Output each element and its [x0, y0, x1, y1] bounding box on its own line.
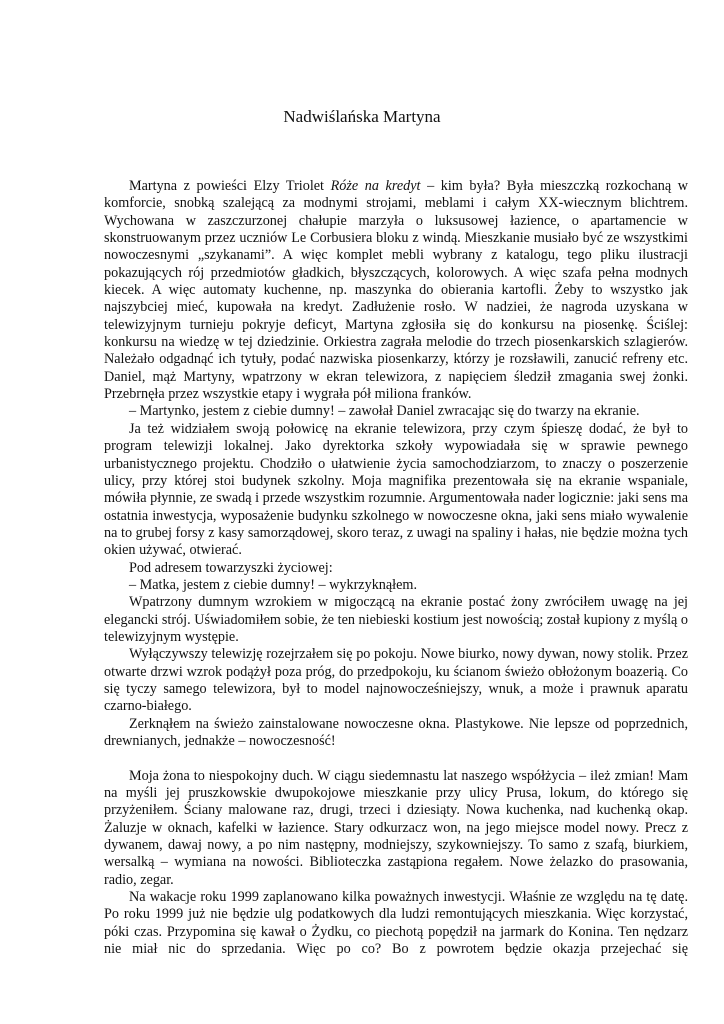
paragraph-restless-spirit: Moja żona to niespokojny duch. W ciągu siedemnastu lat naszego współżycia – ileż zmian! Mam na myśli jej pruszkowskie dwupokojowe mieszkanie przy ulicy Prusa, lokum, do którego się przyżeniłem. Ściany malowane raz, drugi, trzeci i dziesiąty. Nowa kuchenka, nad kuchenką okap. Żaluzje w oknach, kafelki w łazience. Stary odkurzacz won, na jego miejsce model nowy. Precz z dywanem, dawaj nowy, a po nim następny, modniejszy, szykowniejszy. To samo z szafą, biurkiem, wersalką – wymiana na nowości. Biblioteczka zastąpiona regałem. Nowe żelazko do prasowania, radio, zegar.: [104, 767, 688, 888]
paragraph-room-look: Wyłączywszy telewizję rozejrzałem się po pokoju. Nowe biurko, nowy dywan, nowy stolik. Przez otwarte drzwi wzrok podążył poza próg, do przedpokoju, ku ścianom świeżo obłożonym boazerią. Co się tyczy samego telewizora, był to model najnowocześniejszy, wnuk, a może i prawnuk aparatu czarno-białego.: [104, 646, 688, 715]
paragraph-text-rest: – kim była? Była mieszczką rozkochaną w komforcie, snobką szalejącą za modnymi strojami, meblami i całym XX-wiecznym blichtrem. Wychowana w zaszczurzonej chałupie marzyła o luksusowej łazience, o apartamencie w skonstruowanym przez uczniów Le Corbusiera bloku z windą. Mieszkanie musiało być ze wszystkimi nowoczesnymi „szykanami”. A więc komplet mebli wybrany z katalogu, tego pliku ilustracji pokazujących rój przedmiotów gładkich, błyszczących, kolorowych. A więc szafa pełna modnych kiecek. A więc automaty kuchenne, np. maszynka do obierania kartofli. Żeby to wszystko jak najszybciej mieć, kupowała na kredyt. Zadłużenie rosło. W nadziei, że nagroda uzyskana w telewizyjnym turnieju pokryje deficyt, Martyna zgłosiła się do konkursu na piosenkę. Ściślej: konkursu na wiedzę w tej dziedzinie. Orkiestra zagrała melodie do trzech piosenkarskich szlagierów. Należało odgadnąć ich tytuły, podać nazwiska piosenkarzy, którzy je rozsławili, zanucić refreny etc. Daniel, mąż Martyny, wpatrzony w ekran telewizora, z napięciem śledził zmagania swej żonki. Przebrnęła przez wszystkie etapy i wygrała pół miliona franków.: [104, 178, 689, 403]
paragraph-exclamation: – Matka, jestem z ciebie dumny! – wykrzyknąłem.: [129, 576, 417, 593]
paragraph-holiday-1999: Na wakacje roku 1999 zaplanowano kilka poważnych inwestycji. Właśnie ze względu na tę datę. Po roku 1999 już nie będzie ulg podatkowych dla ludzi remontujących mieszkania. Więc korzystać, póki czas. Przypomina się kawał o Żydku, co piechotą popędził na jarmark do Konina. Ten nędzarz nie miał nic do sprzedania. Więc po co? Bo z powrotem będzie okazja przejechać się: [104, 889, 688, 958]
paragraph-martyna-intro: [104, 178, 688, 403]
paragraph-new-windows: Zerknąłem na świeżo zainstalowane nowoczesne okna. Plastykowe. Nie lepsze od poprzednich, drewnianych, jednakże – nowoczesność!: [104, 715, 688, 749]
paragraph-address: Pod adresem towarzyszki życiowej:: [129, 559, 333, 576]
book-title-italic: Róże na kredyt: [330, 178, 421, 194]
paragraph-blue-suit: Wpatrzony dumnym wzrokiem w migoczącą na ekranie postać żony zwróciłem uwagę na jej elegancki strój. Uświadomiłem sobie, że ten niebieski kostium jest nowością; został kupiony z myślą o telewizyjnym występie.: [104, 594, 688, 645]
paragraph-text-start: Martyna z powieści Elzy Triolet: [129, 178, 331, 194]
paragraph-daniel-quote: – Martynko, jestem z ciebie dumny! – zawołał Daniel zwracając się do twarzy na ekranie.: [129, 403, 640, 420]
document-title: Nadwiślańska Martyna: [283, 107, 441, 126]
paragraph-wife-on-tv: Ja też widziałem swoją połowicę na ekranie telewizora, przy czym śpieszę dodać, że był to program telewizji lokalnej. Jako dyrektorka szkoły wypowiadała się w sprawie pewnego urbanistycznego projektu. Chodziło o ułatwienie życia samochodziarzom, to znaczy o poszerzenie ulicy, przy której stoi budynek szkolny. Moja magnifika prezentowała się na ekranie wspaniale, mówiła płynnie, ze swadą i przede wszystkim rozumnie. Argumentowała nader logicznie: jaki sens ma ostatnia inwestycja, wyposażenie budynku szkolnego w nowoczesne okna, jaki sens miało wywalenie na to grubej forsy z kasy samorządowej, skoro teraz, z uwagi na spaliny i hałas, nie będzie można tych okien używać, otwierać.: [104, 420, 688, 559]
document-body: [104, 178, 688, 958]
